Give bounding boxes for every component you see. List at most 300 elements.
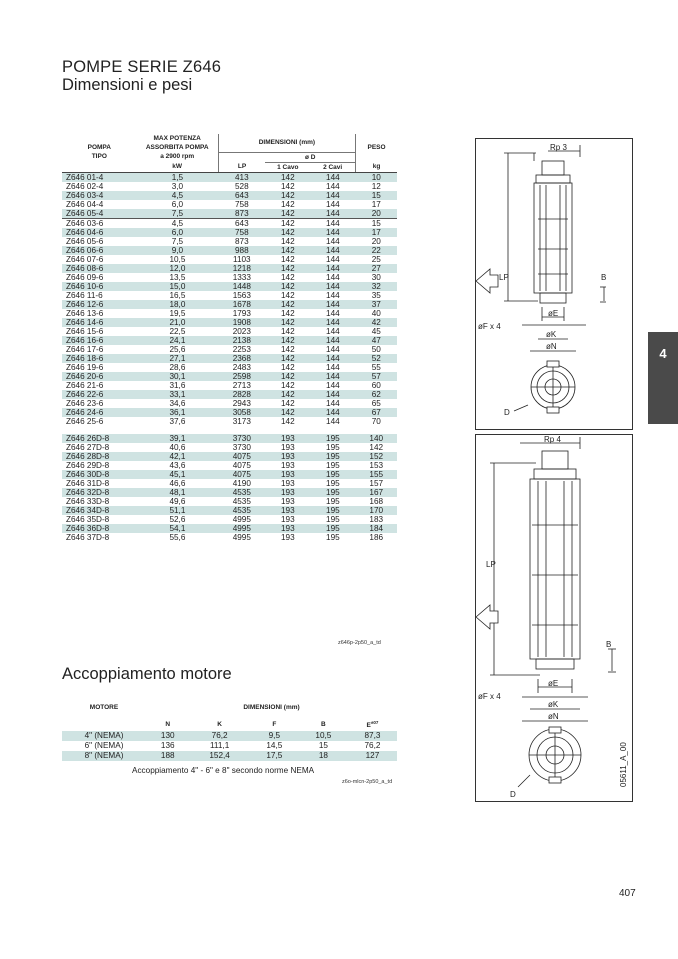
cell-tipo: Z646 35D-8 — [66, 514, 110, 524]
table-row — [62, 345, 397, 354]
cell-2-cavi: 144 — [326, 199, 340, 209]
cell-peso: 142 — [369, 442, 384, 452]
cell-lp: 3173 — [232, 416, 251, 426]
cell-peso: 52 — [356, 354, 397, 363]
cell-kw: 42,1 — [137, 452, 219, 461]
header-k: K — [217, 720, 222, 728]
cell-motore: 4" (NEMA) — [62, 731, 146, 741]
cell-k: 111,1 — [209, 741, 230, 750]
cell-lp: 3730 — [232, 442, 251, 452]
cell-1-cavo: 142 — [265, 408, 310, 417]
cell-2-cavi: 195 — [310, 470, 355, 479]
table-row — [62, 506, 397, 515]
cell-tipo: Z646 36D-8 — [62, 524, 137, 533]
cell-2-cavi: 144 — [326, 236, 340, 246]
header-pompa — [62, 134, 137, 143]
cell-tipo: Z646 19-6 — [66, 362, 104, 372]
cell-lp: 1333 — [232, 272, 251, 282]
cell-peso: 152 — [356, 452, 397, 461]
cell-tipo: Z646 15-6 — [66, 326, 104, 336]
table-row — [62, 300, 397, 309]
cell-peso: 67 — [356, 408, 397, 417]
cell-kw: 7,5 — [171, 236, 184, 246]
header-kg: kg — [356, 162, 397, 172]
cell-1-cavo: 142 — [280, 326, 295, 336]
cell-1-cavo: 193 — [280, 460, 295, 470]
cell-tipo: Z646 13-6 — [66, 308, 104, 318]
top-lp-label: LP — [499, 273, 509, 282]
nema-note: Accoppiamento 4" - 6" e 8" secondo norme NEMA — [132, 766, 315, 775]
cell-tipo: Z646 22-6 — [62, 390, 137, 399]
cell-tipo: Z646 01-4 — [62, 172, 137, 182]
cell-2-cavi: 144 — [326, 398, 340, 408]
cell-lp: 873 — [234, 236, 249, 246]
cell-2-cavi: 144 — [310, 336, 355, 345]
cell-1-cavo: 142 — [265, 191, 310, 200]
cell-2-cavi: 195 — [310, 452, 355, 461]
cell-1-cavo: 142 — [265, 372, 310, 381]
cell-lp: 4075 — [218, 452, 265, 461]
header-lp: LP — [218, 162, 265, 172]
cell-2-cavi: 144 — [310, 354, 355, 363]
cell-2-cavi: 144 — [310, 282, 355, 291]
cell-tipo: Z646 04-4 — [66, 199, 104, 209]
cell-kw: 37,6 — [169, 416, 186, 426]
table-row — [62, 479, 397, 488]
cell-2-cavi: 195 — [326, 514, 340, 524]
pump-dimensions-table — [62, 134, 397, 542]
table-row — [62, 172, 397, 182]
cell-peso: 140 — [356, 434, 397, 443]
cell-b: 15 — [318, 741, 328, 750]
table-row — [62, 291, 397, 300]
header-max-potenza: MAX POTENZA — [153, 134, 201, 142]
drawing-code: 05611_A_00 — [619, 742, 628, 787]
cell-1-cavo: 142 — [280, 380, 295, 390]
cell-tipo: Z646 24-6 — [62, 408, 137, 417]
cell-1-cavo: 142 — [280, 344, 295, 354]
cell-peso: 184 — [356, 524, 397, 533]
header-2-cavi: 2 Cavi — [310, 162, 355, 172]
bottom-fx4-label: øF x 4 — [478, 692, 501, 701]
cell-2-cavi: 144 — [310, 408, 355, 417]
cell-peso: 12 — [371, 181, 381, 191]
cell-1-cavo: 142 — [280, 290, 295, 300]
cell-kw: 54,1 — [137, 524, 219, 533]
table-row — [62, 497, 397, 506]
cell-tipo: Z646 12-6 — [62, 300, 137, 309]
motor-row — [62, 731, 397, 741]
cell-2-cavi: 144 — [310, 209, 355, 219]
cell-tipo: Z646 17-6 — [66, 344, 104, 354]
table-row — [62, 218, 397, 228]
table-row — [62, 470, 397, 479]
motor-row — [62, 751, 397, 761]
cell-tipo: Z646 04-6 — [62, 228, 137, 237]
table-row — [62, 461, 397, 470]
header-assorbita: ASSORBITA POMPA — [145, 143, 209, 151]
cell-f: 14,5 — [266, 741, 283, 750]
header-f: F — [272, 720, 277, 728]
cell-n: 188 — [146, 751, 189, 761]
cell-peso: 57 — [356, 372, 397, 381]
top-fx4-label: øF x 4 — [478, 322, 501, 331]
cell-1-cavo: 193 — [280, 496, 295, 506]
cell-tipo: Z646 09-6 — [66, 272, 104, 282]
cell-kw: 4,5 — [171, 218, 184, 228]
table-row — [62, 399, 397, 408]
cell-tipo: Z646 30D-8 — [62, 470, 137, 479]
cell-kw: 49,6 — [169, 496, 186, 506]
pump-drawing-bottom-svg — [476, 435, 632, 801]
cell-tipo: Z646 08-6 — [62, 264, 137, 273]
table-row — [62, 363, 397, 372]
cell-peso: 155 — [356, 470, 397, 479]
table-row — [62, 318, 397, 327]
cell-kw: 55,6 — [169, 532, 186, 542]
cell-peso: 170 — [356, 506, 397, 515]
cell-kw: 39,1 — [137, 434, 219, 443]
cell-kw: 27,1 — [137, 354, 219, 363]
cell-lp: 1218 — [218, 264, 265, 273]
cell-2-cavi: 195 — [326, 442, 340, 452]
cell-2-cavi: 144 — [310, 191, 355, 200]
cell-peso: 35 — [371, 290, 381, 300]
header-peso: PESO — [356, 143, 397, 152]
cell-kw: 12,0 — [137, 264, 219, 273]
cell-peso: 70 — [371, 416, 381, 426]
motor-section-title: Accoppiamento motore — [62, 665, 232, 683]
cell-2-cavi: 195 — [326, 532, 340, 542]
cell-tipo: Z646 11-6 — [66, 290, 103, 300]
cell-tipo: Z646 07-6 — [66, 254, 104, 264]
cell-tipo: Z646 10-6 — [62, 282, 137, 291]
cell-tipo: Z646 23-6 — [66, 398, 104, 408]
cell-e: 127 — [348, 751, 397, 761]
cell-f: 17,5 — [250, 751, 299, 761]
motor-table-body — [62, 731, 397, 761]
table-row — [62, 327, 397, 336]
cell-kw: 18,0 — [137, 300, 219, 309]
table-row — [62, 524, 397, 533]
bottom-k-label: øK — [548, 700, 559, 709]
cell-1-cavo: 193 — [280, 442, 295, 452]
pump-table-ref: z646p-2p50_a_td — [338, 640, 381, 646]
cell-tipo: Z646 18-6 — [62, 354, 137, 363]
cell-2-cavi: 195 — [310, 506, 355, 515]
cell-2-cavi: 144 — [326, 254, 340, 264]
cell-kw: 16,5 — [169, 290, 186, 300]
cell-tipo: Z646 37D-8 — [66, 532, 110, 542]
header-diam-d: ø D — [265, 152, 355, 162]
cell-peso: 183 — [369, 514, 384, 524]
table-row — [62, 434, 397, 443]
cell-tipo: Z646 03-6 — [66, 218, 104, 228]
cell-2-cavi: 195 — [310, 434, 355, 443]
cell-2-cavi: 144 — [326, 362, 340, 372]
page-subtitle: Dimensioni e pesi — [62, 76, 193, 94]
cell-kw: 25,6 — [169, 344, 186, 354]
cell-b: 10,5 — [299, 731, 348, 741]
cell-peso: 62 — [356, 390, 397, 399]
cell-kw: 1,5 — [137, 172, 219, 182]
cell-2-cavi: 195 — [326, 478, 340, 488]
bottom-rp-label: Rp 4 — [544, 435, 561, 444]
cell-1-cavo: 142 — [280, 199, 295, 209]
table-row — [62, 264, 397, 273]
cell-lp: 4190 — [232, 478, 251, 488]
bottom-b-label: B — [606, 640, 612, 649]
cell-tipo: Z646 25-6 — [66, 416, 104, 426]
cell-tipo: Z646 16-6 — [62, 336, 137, 345]
cell-k: 152,4 — [189, 751, 249, 761]
table-row — [62, 255, 397, 264]
cell-2-cavi: 144 — [310, 300, 355, 309]
table-row — [62, 228, 397, 237]
cell-peso: 20 — [371, 236, 381, 246]
cell-1-cavo: 142 — [280, 181, 295, 191]
cell-tipo: Z646 27D-8 — [66, 442, 110, 452]
cell-e: 76,2 — [364, 741, 381, 750]
motor-row — [62, 741, 397, 751]
table-row — [62, 191, 397, 200]
cell-b: 18 — [299, 751, 348, 761]
cell-kw: 28,6 — [169, 362, 186, 372]
cell-2-cavi: 144 — [310, 228, 355, 237]
pump-drawing-top — [475, 138, 633, 430]
cell-2-cavi: 144 — [326, 416, 340, 426]
cell-1-cavo: 142 — [265, 228, 310, 237]
cell-peso: 42 — [356, 318, 397, 327]
cell-peso: 32 — [356, 282, 397, 291]
cell-1-cavo: 142 — [280, 362, 295, 372]
cell-k: 76,2 — [189, 731, 249, 741]
table-row — [62, 488, 397, 497]
cell-peso: 60 — [371, 380, 381, 390]
cell-kw: 7,5 — [137, 209, 219, 219]
cell-1-cavo: 193 — [265, 524, 310, 533]
table-row — [62, 515, 397, 524]
cell-kw: 22,5 — [169, 326, 186, 336]
cell-2-cavi: 144 — [326, 380, 340, 390]
pump-table-body — [62, 172, 397, 542]
cell-lp: 4535 — [218, 506, 265, 515]
cell-peso: 15 — [356, 191, 397, 200]
pump-drawing-bottom — [475, 434, 633, 802]
cell-lp: 873 — [218, 209, 265, 219]
cell-kw: 31,6 — [169, 380, 186, 390]
cell-tipo: Z646 33D-8 — [66, 496, 110, 506]
cell-1-cavo: 142 — [265, 264, 310, 273]
cell-peso: 30 — [371, 272, 381, 282]
bottom-lp-label: LP — [486, 560, 496, 569]
cell-kw: 9,0 — [137, 246, 219, 255]
table-row — [62, 282, 397, 291]
header-1-cavo: 1 Cavo — [265, 162, 310, 172]
cell-kw: 51,1 — [137, 506, 219, 515]
page-title: POMPE SERIE Z646 — [62, 58, 222, 76]
cell-tipo: Z646 31D-8 — [66, 478, 110, 488]
cell-1-cavo: 193 — [265, 434, 310, 443]
cell-tipo: Z646 21-6 — [66, 380, 104, 390]
cell-peso: 186 — [369, 532, 384, 542]
cell-tipo: Z646 20-6 — [62, 372, 137, 381]
table-row — [62, 381, 397, 390]
pump-drawing-top-svg — [476, 139, 632, 429]
cell-1-cavo: 193 — [265, 470, 310, 479]
table-row — [62, 200, 397, 209]
cell-lp: 1448 — [218, 282, 265, 291]
cell-peso: 27 — [356, 264, 397, 273]
cell-lp: 1103 — [233, 254, 251, 264]
table-row — [62, 309, 397, 318]
cell-1-cavo: 142 — [265, 354, 310, 363]
top-n-label: øN — [546, 342, 557, 351]
cell-tipo: Z646 32D-8 — [62, 488, 137, 497]
cell-lp: 2138 — [218, 336, 265, 345]
cell-lp: 643 — [234, 218, 249, 228]
cell-peso: 153 — [369, 460, 384, 470]
cell-1-cavo: 142 — [280, 236, 295, 246]
cell-tipo: Z646 28D-8 — [62, 452, 137, 461]
cell-lp: 2253 — [232, 344, 251, 354]
motor-table-ref: z6o-mlcn-2p50_a_td — [342, 779, 393, 785]
cell-e: 87,3 — [348, 731, 397, 741]
cell-motore: 8" (NEMA) — [62, 751, 146, 761]
cell-1-cavo: 142 — [265, 300, 310, 309]
cell-peso: 40 — [371, 308, 381, 318]
cell-kw: 15,0 — [137, 282, 219, 291]
cell-kw: 6,0 — [171, 199, 184, 209]
cell-kw: 48,1 — [137, 488, 219, 497]
cell-2-cavi: 144 — [326, 272, 340, 282]
header-motore: MOTORE — [89, 704, 119, 711]
cell-lp: 2023 — [232, 326, 251, 336]
cell-2-cavi: 144 — [326, 290, 340, 300]
table-row — [62, 273, 397, 282]
cell-peso: 65 — [371, 398, 381, 408]
table-row — [62, 417, 397, 426]
cell-1-cavo: 142 — [280, 272, 295, 282]
cell-kw: 21,0 — [137, 318, 219, 327]
cell-1-cavo: 142 — [280, 308, 295, 318]
top-rp-label: Rp 3 — [550, 143, 567, 152]
cell-2-cavi: 195 — [326, 496, 340, 506]
cell-2-cavi: 144 — [310, 264, 355, 273]
header-e: $E^{\pm 07}$ — [366, 719, 379, 730]
cell-tipo: Z646 03-4 — [62, 191, 137, 200]
cell-kw: 46,6 — [169, 478, 186, 488]
motor-coupling-table — [62, 699, 397, 761]
cell-1-cavo: 142 — [265, 282, 310, 291]
cell-peso: 168 — [369, 496, 384, 506]
cell-lp: 988 — [218, 246, 265, 255]
header-rpm: a 2900 rpm — [160, 153, 195, 160]
cell-1-cavo: 193 — [265, 452, 310, 461]
cell-lp: 4995 — [232, 532, 251, 542]
cell-kw: 33,1 — [137, 390, 219, 399]
cell-lp: 643 — [218, 191, 265, 200]
cell-1-cavo: 142 — [265, 336, 310, 345]
cell-tipo: Z646 29D-8 — [66, 460, 110, 470]
cell-lp: 758 — [218, 228, 265, 237]
table-row — [62, 533, 397, 542]
cell-1-cavo: 193 — [265, 488, 310, 497]
cell-lp: 758 — [234, 199, 249, 209]
cell-2-cavi: 144 — [326, 308, 340, 318]
cell-lp: 1793 — [232, 308, 251, 318]
cell-2-cavi: 144 — [310, 372, 355, 381]
cell-f: 9,5 — [250, 731, 299, 741]
cell-tipo: Z646 34D-8 — [62, 506, 137, 515]
cell-peso: 15 — [371, 218, 381, 228]
cell-lp: 413 — [218, 172, 265, 182]
cell-1-cavo: 142 — [265, 390, 310, 399]
table-row — [62, 237, 397, 246]
cell-2-cavi: 144 — [310, 246, 355, 255]
bottom-n-label: øN — [548, 712, 559, 721]
cell-lp: 2483 — [232, 362, 251, 372]
cell-1-cavo: 142 — [265, 172, 310, 182]
cell-peso: 47 — [356, 336, 397, 345]
cell-kw: 43,6 — [169, 460, 186, 470]
header-motor-dimensioni: DIMENSIONI (mm) — [243, 704, 300, 711]
header-pompa-label: POMPA — [87, 143, 111, 151]
table-row — [62, 336, 397, 345]
cell-lp: 1563 — [232, 290, 251, 300]
cell-peso: 17 — [371, 199, 381, 209]
cell-kw: 3,0 — [171, 181, 184, 191]
cell-peso: 50 — [371, 344, 381, 354]
cell-1-cavo: 142 — [265, 246, 310, 255]
cell-lp: 4535 — [218, 488, 265, 497]
header-b: B — [321, 720, 326, 728]
cell-kw: 4,5 — [137, 191, 219, 200]
cell-kw: 36,1 — [137, 408, 219, 417]
cell-peso: 10 — [356, 172, 397, 182]
cell-motore: 6" (NEMA) — [84, 741, 124, 750]
table-row — [62, 408, 397, 417]
cell-1-cavo: 142 — [280, 254, 295, 264]
cell-lp: 2713 — [232, 380, 251, 390]
page-number: 407 — [619, 888, 636, 899]
table-row — [62, 209, 397, 219]
cell-kw: 6,0 — [137, 228, 219, 237]
cell-tipo: Z646 26D-8 — [62, 434, 137, 443]
cell-2-cavi: 144 — [326, 344, 340, 354]
cell-1-cavo: 142 — [280, 218, 295, 228]
top-k-label: øK — [546, 330, 557, 339]
cell-peso: 17 — [356, 228, 397, 237]
cell-tipo: Z646 06-6 — [62, 246, 137, 255]
top-d-label: D — [504, 408, 510, 417]
cell-n: 130 — [146, 731, 189, 741]
table-row — [62, 182, 397, 191]
cell-kw: 24,1 — [137, 336, 219, 345]
cell-lp: 1678 — [218, 300, 265, 309]
header-n: N — [165, 720, 171, 728]
cell-lp: 3058 — [218, 408, 265, 417]
cell-lp: 4995 — [232, 514, 251, 524]
cell-tipo: Z646 05-4 — [62, 209, 137, 219]
cell-peso: 157 — [369, 478, 384, 488]
cell-peso: 167 — [356, 488, 397, 497]
cell-1-cavo: 193 — [280, 478, 295, 488]
cell-2-cavi: 144 — [310, 390, 355, 399]
header-dimensioni: DIMENSIONI (mm) — [218, 134, 355, 152]
cell-n: 136 — [160, 741, 175, 750]
cell-1-cavo: 193 — [280, 514, 295, 524]
